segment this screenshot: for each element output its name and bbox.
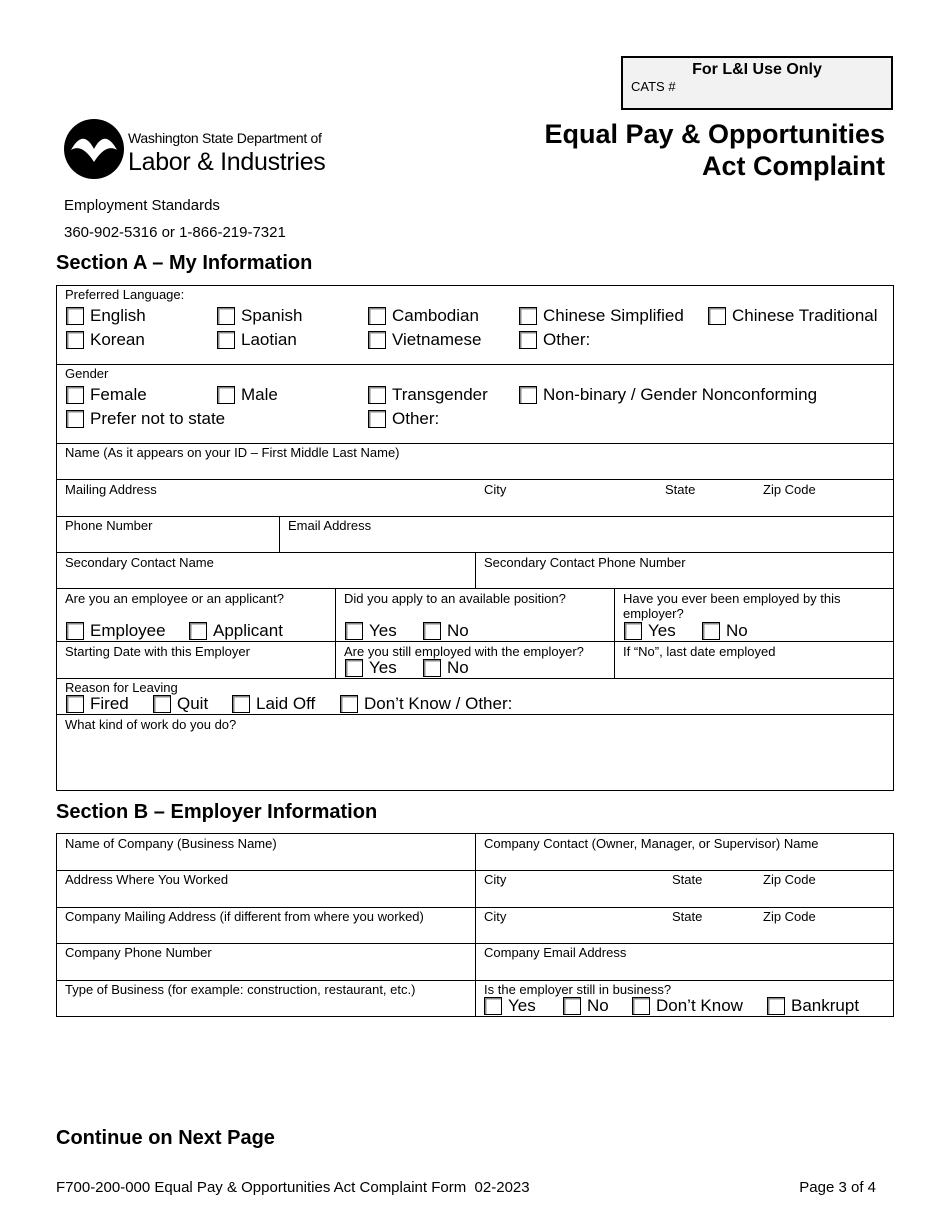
checkbox[interactable]	[519, 331, 537, 349]
in-business-no-option[interactable]: No	[563, 996, 609, 1016]
agency-division: Employment Standards	[64, 197, 220, 214]
checkbox[interactable]	[340, 695, 358, 713]
applicant-option[interactable]: Applicant	[189, 621, 283, 641]
footer-form-id: F700-200-000 Equal Pay & Opportunities Act Complaint Form 02-2023	[56, 1179, 530, 1196]
still-employed-no-option[interactable]: No	[423, 658, 469, 678]
continue-note: Continue on Next Page	[56, 1127, 275, 1149]
section-a-form	[56, 285, 894, 791]
last-date-field[interactable]: If “No”, last date employed	[623, 644, 776, 659]
checkbox[interactable]	[632, 997, 650, 1015]
mailing-address-field[interactable]: Mailing Address	[65, 482, 157, 497]
company-city-field[interactable]: City	[484, 909, 507, 924]
checkbox[interactable]	[217, 331, 235, 349]
apply-question: Did you apply to an available position?	[344, 591, 566, 606]
secondary-contact-name-field[interactable]: Secondary Contact Name	[65, 555, 214, 570]
checkbox[interactable]	[368, 410, 386, 428]
section-a-title: Section A – My Information	[56, 252, 313, 274]
checkbox[interactable]	[368, 331, 386, 349]
checkbox[interactable]	[345, 622, 363, 640]
checkbox[interactable]	[519, 307, 537, 325]
checkbox[interactable]	[484, 997, 502, 1015]
apply-yes-option[interactable]: Yes	[345, 621, 397, 641]
email-field[interactable]: Email Address	[288, 518, 372, 533]
in-business-question: Is the employer still in business?	[484, 982, 672, 997]
cats-label: CATS #	[631, 79, 676, 94]
language-option-chinese-traditional[interactable]: Chinese Traditional	[708, 306, 878, 326]
divider	[56, 588, 894, 589]
business-type-field[interactable]: Type of Business (for example: construction, restaurant, etc.)	[65, 982, 416, 997]
checkbox[interactable]	[217, 307, 235, 325]
checkbox[interactable]	[66, 695, 84, 713]
language-option-laotian[interactable]: Laotian	[217, 330, 297, 350]
company-phone-field[interactable]: Company Phone Number	[65, 945, 212, 960]
employee-option[interactable]: Employee	[66, 621, 166, 641]
agency-logo-icon	[63, 118, 125, 180]
name-field[interactable]: Name (As it appears on your ID – First Middle Last Name)	[65, 445, 400, 460]
office-use-title: For L&I Use Only	[692, 61, 822, 78]
worked-zip-field[interactable]: Zip Code	[763, 872, 816, 887]
worked-state-field[interactable]: State	[672, 872, 703, 887]
secondary-contact-phone-field[interactable]: Secondary Contact Phone Number	[484, 555, 686, 570]
gender-option-female[interactable]: Female	[66, 385, 147, 405]
logo-line1: Washington State Department of	[128, 130, 322, 146]
apply-no-option[interactable]: No	[423, 621, 469, 641]
checkbox[interactable]	[153, 695, 171, 713]
gender-option-transgender[interactable]: Transgender	[368, 385, 488, 405]
gender-option-nonbinary[interactable]: Non-binary / Gender Nonconforming	[519, 385, 817, 405]
company-contact-field[interactable]: Company Contact (Owner, Manager, or Supervisor) Name	[484, 836, 819, 851]
company-name-field[interactable]: Name of Company (Business Name)	[65, 836, 277, 851]
employed-ever-yes-option[interactable]: Yes	[624, 621, 676, 641]
employed-ever-no-option[interactable]: No	[702, 621, 748, 641]
checkbox[interactable]	[702, 622, 720, 640]
section-b-title: Section B – Employer Information	[56, 801, 378, 823]
language-option-vietnamese[interactable]: Vietnamese	[368, 330, 481, 350]
reason-fired-option[interactable]: Fired	[66, 694, 129, 714]
checkbox[interactable]	[345, 659, 363, 677]
language-option-cambodian[interactable]: Cambodian	[368, 306, 479, 326]
checkbox[interactable]	[232, 695, 250, 713]
form-title-line2: Act Complaint	[701, 151, 885, 181]
checkbox[interactable]	[624, 622, 642, 640]
still-employed-yes-option[interactable]: Yes	[345, 658, 397, 678]
language-option-other[interactable]: Other:	[519, 330, 590, 350]
form-title-line1: Equal Pay & Opportunities	[544, 119, 885, 149]
checkbox[interactable]	[708, 307, 726, 325]
employed-ever-question: Have you ever been employed by this employer?	[623, 591, 841, 621]
reason-quit-option[interactable]: Quit	[153, 694, 208, 714]
checkbox[interactable]	[563, 997, 581, 1015]
city-field[interactable]: City	[484, 482, 507, 497]
checkbox[interactable]	[423, 659, 441, 677]
reason-label: Reason for Leaving	[65, 680, 178, 695]
checkbox[interactable]	[368, 386, 386, 404]
company-state-field[interactable]: State	[672, 909, 703, 924]
language-option-english[interactable]: English	[66, 306, 146, 326]
divider	[56, 714, 894, 715]
agency-logo	[63, 118, 333, 182]
form-title	[544, 118, 885, 182]
divider	[279, 516, 280, 552]
language-option-korean[interactable]: Korean	[66, 330, 145, 350]
divider	[56, 443, 894, 444]
divider	[56, 364, 894, 365]
phone-field[interactable]: Phone Number	[65, 518, 153, 533]
divider	[614, 588, 615, 678]
worked-city-field[interactable]: City	[484, 872, 507, 887]
language-option-spanish[interactable]: Spanish	[217, 306, 302, 326]
worked-address-field[interactable]: Address Where You Worked	[65, 872, 229, 887]
divider	[475, 552, 476, 588]
reason-laid-off-option[interactable]: Laid Off	[232, 694, 315, 714]
footer-page-number: Page 3 of 4	[799, 1179, 876, 1196]
language-label: Preferred Language:	[65, 287, 185, 302]
divider	[56, 678, 894, 679]
checkbox[interactable]	[66, 331, 84, 349]
office-use-box	[621, 56, 893, 110]
employee-question: Are you an employee or an applicant?	[65, 591, 284, 606]
gender-option-prefer-not[interactable]: Prefer not to state	[66, 409, 225, 429]
start-date-field[interactable]: Starting Date with this Employer	[65, 644, 250, 659]
still-employed-question: Are you still employed with the employer?	[344, 644, 584, 659]
company-email-field[interactable]: Company Email Address	[484, 945, 627, 960]
gender-label: Gender	[65, 366, 109, 381]
divider	[56, 641, 894, 642]
checkbox[interactable]	[767, 997, 785, 1015]
divider	[475, 833, 476, 1017]
state-field[interactable]: State	[665, 482, 696, 497]
in-business-dont-know-option[interactable]: Don’t Know	[632, 996, 743, 1016]
divider	[56, 516, 894, 517]
checkbox[interactable]	[66, 622, 84, 640]
language-option-chinese-simplified[interactable]: Chinese Simplified	[519, 306, 684, 326]
logo-line2: Labor & Industries	[128, 148, 326, 176]
checkbox[interactable]	[519, 386, 537, 404]
checkbox[interactable]	[368, 307, 386, 325]
gender-option-male[interactable]: Male	[217, 385, 278, 405]
gender-option-other[interactable]: Other:	[368, 409, 439, 429]
checkbox[interactable]	[66, 410, 84, 428]
checkbox[interactable]	[217, 386, 235, 404]
company-mailing-field[interactable]: Company Mailing Address (if different from where you worked)	[65, 909, 424, 924]
work-description-field[interactable]: What kind of work do you do?	[65, 717, 237, 732]
in-business-bankrupt-option[interactable]: Bankrupt	[767, 996, 859, 1016]
agency-phone: 360-902-5316 or 1-866-219-7321	[64, 224, 286, 241]
checkbox[interactable]	[189, 622, 207, 640]
zip-field[interactable]: Zip Code	[763, 482, 816, 497]
checkbox[interactable]	[66, 386, 84, 404]
checkbox[interactable]	[66, 307, 84, 325]
company-zip-field[interactable]: Zip Code	[763, 909, 816, 924]
checkbox[interactable]	[423, 622, 441, 640]
divider	[56, 479, 894, 480]
divider	[335, 588, 336, 678]
reason-other-option[interactable]: Don’t Know / Other:	[340, 694, 512, 714]
in-business-yes-option[interactable]: Yes	[484, 996, 536, 1016]
